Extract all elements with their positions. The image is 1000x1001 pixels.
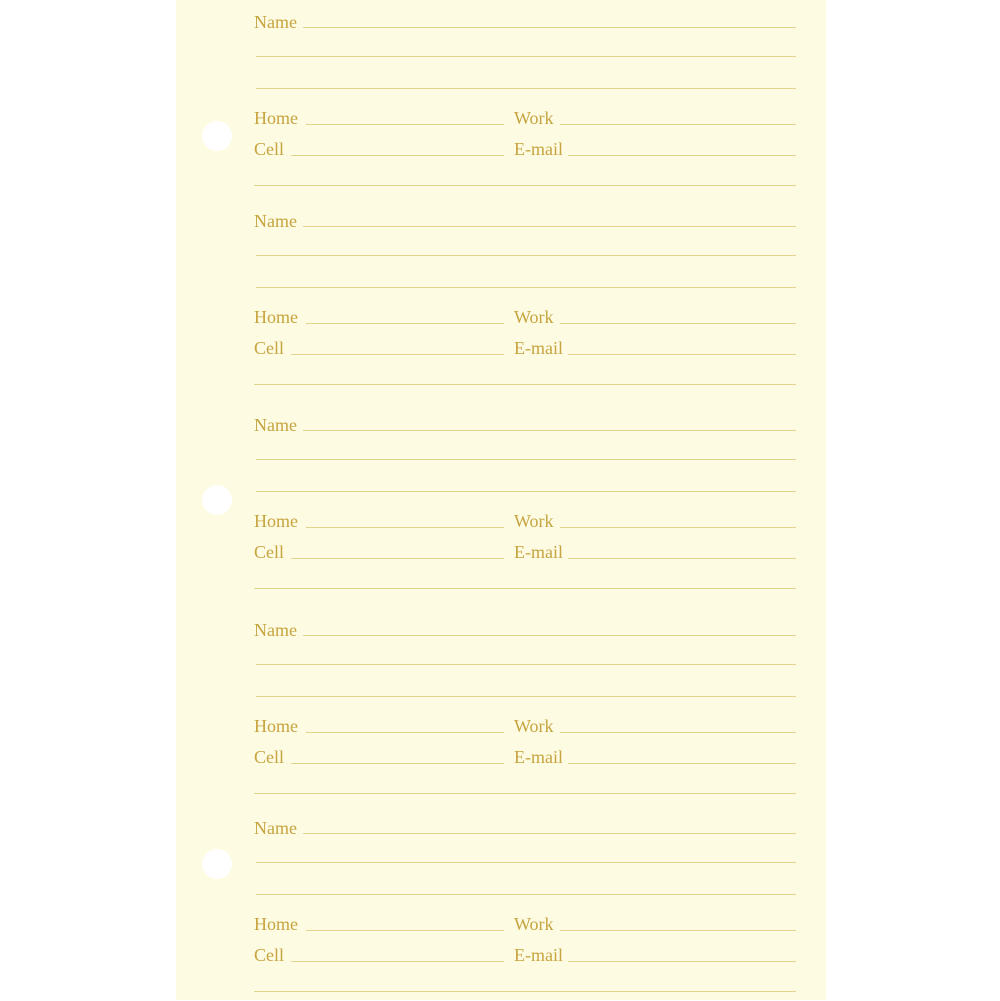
name-extra-line-1[interactable] [256, 459, 796, 460]
work-line[interactable] [560, 930, 796, 931]
work-line[interactable] [560, 732, 796, 733]
name-extra-line-1[interactable] [256, 862, 796, 863]
home-line[interactable] [306, 732, 504, 733]
email-line[interactable] [568, 763, 796, 764]
work-label: Work [514, 108, 554, 128]
name-label: Name [254, 620, 297, 640]
name-label: Name [254, 818, 297, 838]
home-line[interactable] [306, 124, 504, 125]
home-label: Home [254, 108, 298, 128]
name-extra-line-1[interactable] [256, 255, 796, 256]
email-label: E-mail [514, 945, 563, 965]
address-entry [176, 403, 826, 598]
cell-label: Cell [254, 542, 284, 562]
name-line[interactable] [303, 27, 796, 28]
email-label: E-mail [514, 747, 563, 767]
name-line[interactable] [303, 833, 796, 834]
work-label: Work [514, 307, 554, 327]
home-label: Home [254, 914, 298, 934]
name-extra-line-2[interactable] [256, 696, 796, 697]
home-line[interactable] [306, 527, 504, 528]
address-entry [176, 199, 826, 394]
home-line[interactable] [306, 323, 504, 324]
address-book-page [176, 0, 826, 1000]
cell-label: Cell [254, 945, 284, 965]
email-line[interactable] [568, 155, 796, 156]
home-label: Home [254, 307, 298, 327]
email-label: E-mail [514, 139, 563, 159]
name-label: Name [254, 12, 297, 32]
address-entry [176, 0, 826, 195]
name-label: Name [254, 211, 297, 231]
notes-line[interactable] [254, 384, 796, 385]
address-entry [176, 806, 826, 1001]
email-label: E-mail [514, 542, 563, 562]
name-extra-line-2[interactable] [256, 491, 796, 492]
name-line[interactable] [303, 226, 796, 227]
work-line[interactable] [560, 527, 796, 528]
work-label: Work [514, 511, 554, 531]
cell-label: Cell [254, 139, 284, 159]
address-entry [176, 608, 826, 803]
name-extra-line-2[interactable] [256, 894, 796, 895]
home-label: Home [254, 511, 298, 531]
cell-line[interactable] [291, 763, 504, 764]
cell-line[interactable] [291, 558, 504, 559]
work-line[interactable] [560, 323, 796, 324]
cell-line[interactable] [291, 961, 504, 962]
email-line[interactable] [568, 961, 796, 962]
cell-line[interactable] [291, 354, 504, 355]
work-label: Work [514, 914, 554, 934]
notes-line[interactable] [254, 185, 796, 186]
cell-line[interactable] [291, 155, 504, 156]
name-line[interactable] [303, 430, 796, 431]
name-line[interactable] [303, 635, 796, 636]
cell-label: Cell [254, 747, 284, 767]
home-label: Home [254, 716, 298, 736]
name-extra-line-2[interactable] [256, 287, 796, 288]
email-line[interactable] [568, 354, 796, 355]
name-label: Name [254, 415, 297, 435]
notes-line[interactable] [254, 588, 796, 589]
work-label: Work [514, 716, 554, 736]
email-label: E-mail [514, 338, 563, 358]
notes-line[interactable] [254, 991, 796, 992]
name-extra-line-2[interactable] [256, 88, 796, 89]
email-line[interactable] [568, 558, 796, 559]
cell-label: Cell [254, 338, 284, 358]
home-line[interactable] [306, 930, 504, 931]
notes-line[interactable] [254, 793, 796, 794]
work-line[interactable] [560, 124, 796, 125]
name-extra-line-1[interactable] [256, 56, 796, 57]
name-extra-line-1[interactable] [256, 664, 796, 665]
